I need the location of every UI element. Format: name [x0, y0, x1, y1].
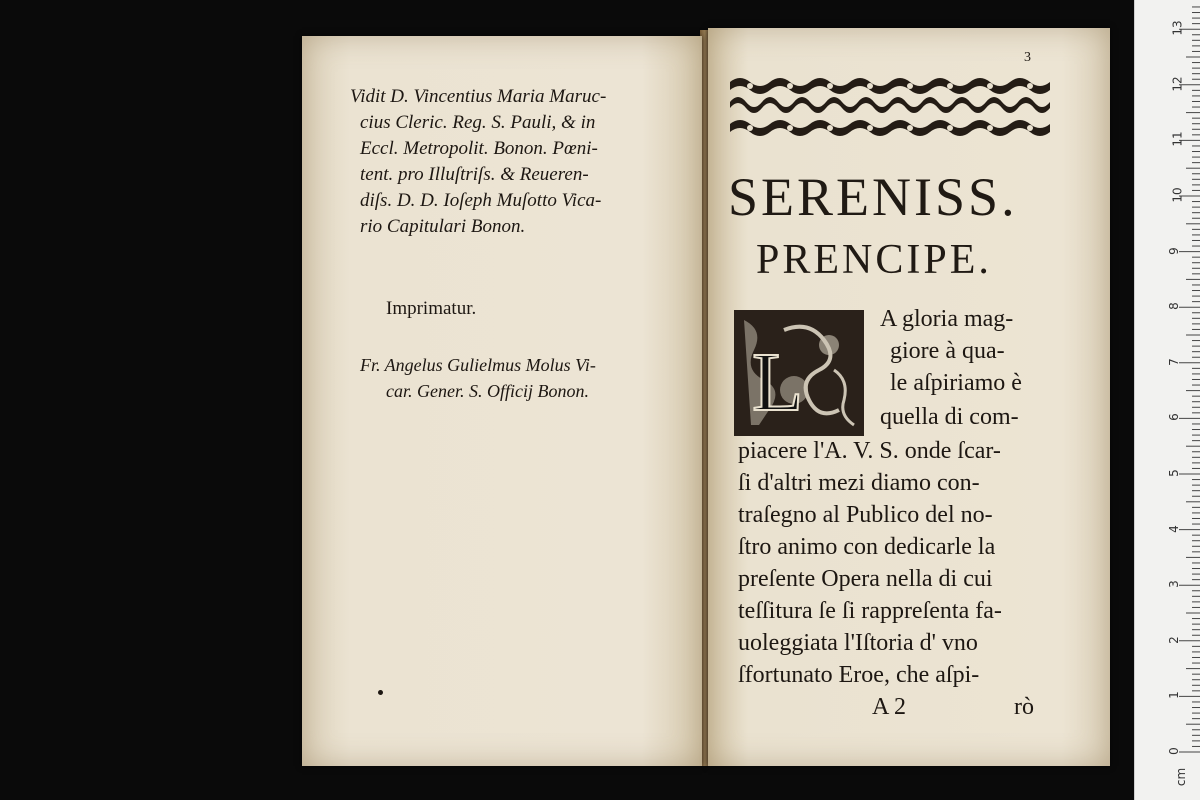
approval-line: car. Gener. S. Officij Bonon.	[386, 381, 589, 401]
body-line: preſente Opera nella di cui	[738, 566, 993, 592]
ink-dot	[378, 690, 383, 695]
body-line: piacere l'A. V. S. onde ſcar-	[738, 438, 1001, 464]
body-line: le aſpiriamo è	[890, 370, 1022, 396]
body-line: giore à qua-	[890, 338, 1005, 364]
ruler-number: 5	[1166, 469, 1181, 477]
ruler-number: 6	[1166, 413, 1181, 422]
license-line: diſs. D. D. Ioſeph Muſotto Vica-	[360, 190, 602, 211]
body-line: A gloria mag-	[880, 306, 1014, 332]
body-line: ſfortunato Eroe, che aſpi-	[738, 662, 980, 688]
body-line: quella di com-	[880, 404, 1019, 430]
ruler-number: 12	[1170, 76, 1185, 92]
body-line: teſſitura ſe ſi rappreſenta fa-	[738, 598, 1002, 624]
ruler-number: 11	[1170, 131, 1185, 148]
signature-mark: A 2	[872, 694, 907, 720]
license-line: cius Cleric. Reg. S. Pauli, & in	[360, 112, 596, 133]
headpiece-ornament	[726, 72, 1058, 144]
ruler-number: 4	[1166, 524, 1181, 533]
ruler-number: 9	[1166, 246, 1181, 255]
license-line: tent. pro Illuſtriſs. & Reueren-	[360, 164, 589, 185]
dedication-subtitle: PRENCIPE.	[756, 237, 992, 283]
ruler-unit: cm	[1174, 767, 1189, 787]
initial-letter: L	[752, 336, 804, 429]
license-line: rio Capitulari Bonon.	[360, 216, 526, 237]
body-line: uoleggiata l'Iſtoria d' vno	[738, 630, 978, 656]
license-line: Vidit D. Vincentius Maria Maruc-	[350, 86, 607, 107]
license-line: Eccl. Metropolit. Bonon. Pœni-	[360, 138, 598, 159]
ruler-number: 0	[1166, 747, 1181, 755]
ruler-number: 10	[1170, 187, 1185, 203]
body-line: ſi d'altri mezi diamo con-	[738, 470, 980, 496]
ruler-number: 2	[1166, 635, 1181, 644]
catchword: rò	[1014, 694, 1034, 720]
ruler-number: 13	[1170, 20, 1185, 36]
dedication-title: SERENISS.	[728, 167, 1018, 227]
decorated-initial-l-icon	[734, 310, 864, 436]
page-number: 3	[1024, 50, 1031, 65]
ruler-number: 8	[1166, 302, 1181, 311]
imprimatur-heading: Imprimatur.	[386, 298, 477, 319]
ruler-number: 7	[1166, 357, 1181, 366]
body-line: traſegno al Publico del no-	[738, 502, 993, 528]
ruler-number: 3	[1166, 580, 1181, 589]
body-line: ſtro animo con dedicarle la	[738, 534, 996, 560]
measurement-ruler	[1134, 0, 1200, 800]
ruler-number: 1	[1166, 691, 1181, 700]
approval-line: Fr. Angelus Gulielmus Molus Vi-	[360, 355, 596, 375]
